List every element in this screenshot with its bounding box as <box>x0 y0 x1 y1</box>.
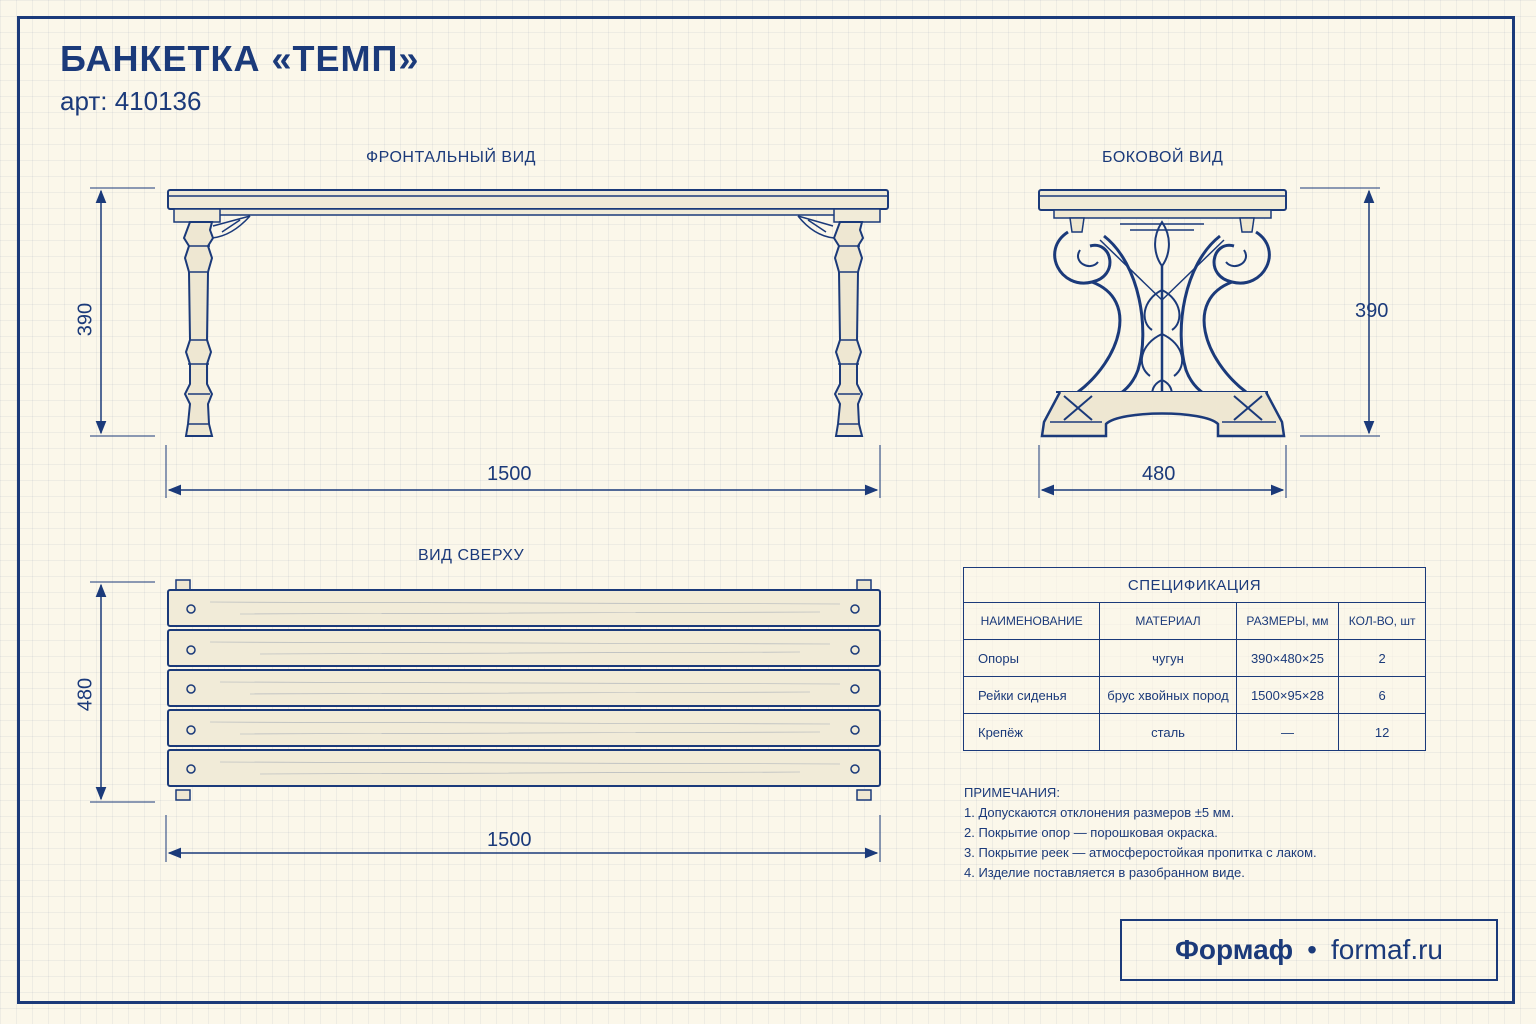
article-number: арт: 410136 <box>60 86 202 116</box>
spec-caption: СПЕЦИФИКАЦИЯ <box>964 568 1426 603</box>
front-view-drawing <box>90 188 888 498</box>
side-width-dimension: 480 <box>1142 463 1176 485</box>
top-depth-dimension: 480 <box>74 677 97 712</box>
side-view-label: БОКОВОЙ ВИД <box>1102 149 1224 166</box>
spec-cell: 1500×95×28 <box>1236 677 1339 714</box>
notes-heading: ПРИМЕЧАНИЯ: <box>964 785 1060 800</box>
front-width-dimension: 1500 <box>487 463 532 485</box>
spec-cell: чугун <box>1100 640 1236 677</box>
spec-col-dimensions: РАЗМЕРЫ, мм <box>1236 603 1339 640</box>
spec-col-quantity: КОЛ-ВО, шт <box>1339 603 1426 640</box>
spec-cell: — <box>1236 714 1339 751</box>
spec-cell: сталь <box>1100 714 1236 751</box>
spec-col-material: МАТЕРИАЛ <box>1100 603 1236 640</box>
front-right-leg <box>798 216 863 436</box>
seat-slat <box>168 590 880 786</box>
table-row <box>964 714 1426 751</box>
spec-cell: 2 <box>1339 640 1426 677</box>
table-row <box>964 677 1426 714</box>
top-view-label: ВИД СВЕРХУ <box>418 547 525 564</box>
note-item: 2. Покрытие опор — порошковая окраска. <box>964 825 1218 840</box>
note-item: 4. Изделие поставляется в разобранном виде. <box>964 865 1245 880</box>
side-view-drawing <box>1039 188 1380 498</box>
spec-cell: Рейки сиденья <box>964 677 1100 714</box>
note-item: 1. Допускаются отклонения размеров ±5 мм. <box>964 805 1235 820</box>
top-view-drawing <box>90 580 880 862</box>
spec-cell: 12 <box>1339 714 1426 751</box>
spec-col-name: НАИМЕНОВАНИЕ <box>964 603 1100 640</box>
notes-block <box>964 783 1317 883</box>
spec-cell: 390×480×25 <box>1236 640 1339 677</box>
spec-cell: брус хвойных пород <box>1100 677 1236 714</box>
spec-cell: Крепёж <box>964 714 1100 751</box>
specification-table <box>963 567 1426 751</box>
front-left-leg <box>184 216 250 436</box>
spec-cell: Опоры <box>964 640 1100 677</box>
front-view-label: ФРОНТАЛЬНЫЙ ВИД <box>366 149 536 166</box>
table-row <box>964 640 1426 677</box>
spec-cell: 6 <box>1339 677 1426 714</box>
top-width-dimension: 1500 <box>487 829 532 851</box>
brand-name: Формаф <box>1175 934 1294 965</box>
note-item: 3. Покрытие реек — атмосферостойкая пропитка с лаком. <box>964 845 1317 860</box>
side-height-dimension: 390 <box>1355 300 1389 322</box>
brand-box <box>1120 919 1498 981</box>
brand-separator: • <box>1307 934 1317 965</box>
brand-site-link[interactable]: formaf.ru <box>1330 934 1443 965</box>
page-title: БАНКЕТКА «ТЕМП» <box>60 38 420 79</box>
front-height-dimension: 390 <box>74 302 97 337</box>
